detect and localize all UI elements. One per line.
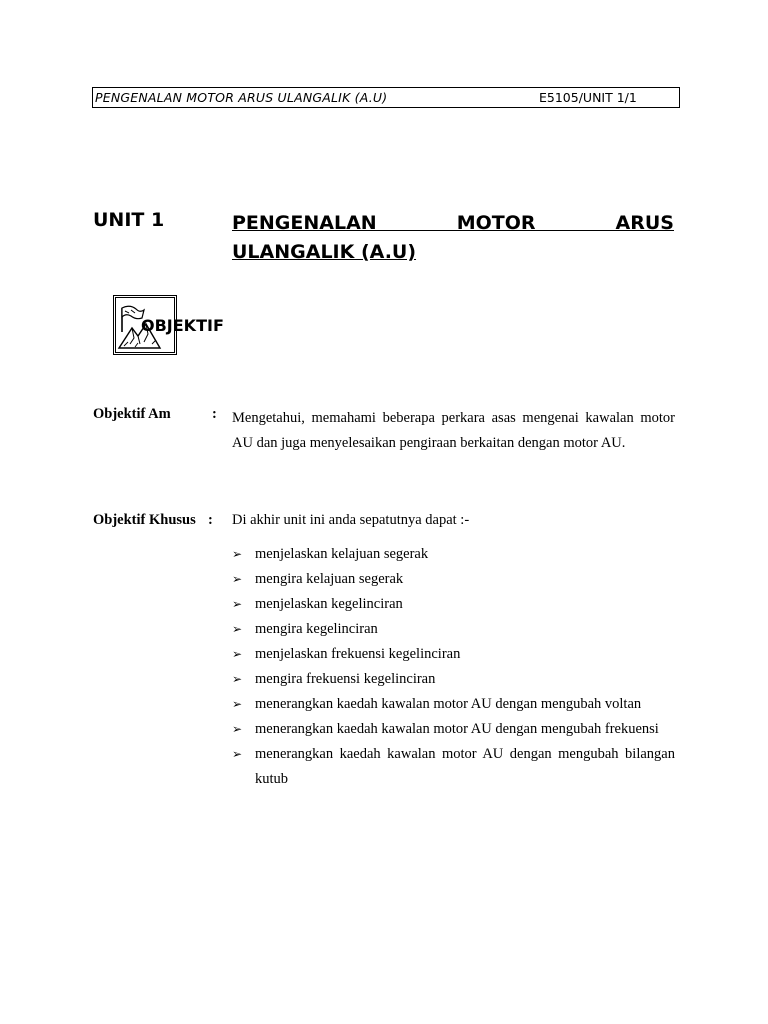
list-item [232,742,675,792]
list-item-text: menjelaskan kegelinciran [255,596,403,612]
list-item-text: menerangkan kaedah kawalan motor AU dengan mengubah bilangan kutub [255,746,675,787]
arrow-bullet-icon: ➢ [232,647,243,661]
list-item [232,617,675,642]
list-item-text: mengira kelajuan segerak [255,571,404,587]
list-item [232,717,675,742]
arrow-bullet-icon: ➢ [232,722,243,736]
objektif-khusus-colon: : [208,512,213,528]
objective-label: OBJEKTIF [141,316,224,335]
arrow-bullet-icon: ➢ [232,597,243,611]
page-header [92,87,680,108]
list-item [232,692,675,717]
list-item-text: menerangkan kaedah kawalan motor AU dengan mengubah frekuensi [255,721,659,737]
unit-number: UNIT 1 [93,209,165,231]
objektif-am-label: Objektif Am [93,406,171,422]
header-title: PENGENALAN MOTOR ARUS ULANGALIK (A.U) [95,90,388,105]
objektif-am-colon: : [212,406,217,422]
arrow-bullet-icon: ➢ [232,697,243,711]
arrow-bullet-icon: ➢ [232,547,243,561]
arrow-bullet-icon: ➢ [232,572,243,586]
list-item [232,642,675,667]
objective-list [232,542,675,792]
list-item-text: menjelaskan kelajuan segerak [255,546,429,562]
objektif-khusus-intro: Di akhir unit ini anda sepatutnya dapat :- [232,512,470,528]
list-item [232,567,675,592]
arrow-bullet-icon: ➢ [232,672,243,686]
list-item-text: mengira frekuensi kegelinciran [255,671,436,687]
unit-title-line2: ULANGALIK (A.U) [232,241,417,263]
list-item-text: menerangkan kaedah kawalan motor AU dengan mengubah voltan [255,696,642,712]
arrow-bullet-icon: ➢ [232,747,243,761]
unit-title [232,209,674,267]
header-page-ref: E5105/UNIT 1/1 [539,90,637,105]
list-item-text: menjelaskan frekuensi kegelinciran [255,646,461,662]
unit-title-line1: PENGENALAN MOTOR ARUS [232,212,674,234]
list-item-text: mengira kegelinciran [255,621,378,637]
objektif-khusus-label: Objektif Khusus [93,512,196,528]
objektif-am-text: Mengetahui, memahami beberapa perkara asas mengenai kawalan motor AU dan juga menyelesaikan pengiraan berkaitan dengan motor AU. [232,410,675,451]
list-item [232,667,675,692]
list-item [232,542,675,567]
arrow-bullet-icon: ➢ [232,622,243,636]
list-item [232,592,675,617]
